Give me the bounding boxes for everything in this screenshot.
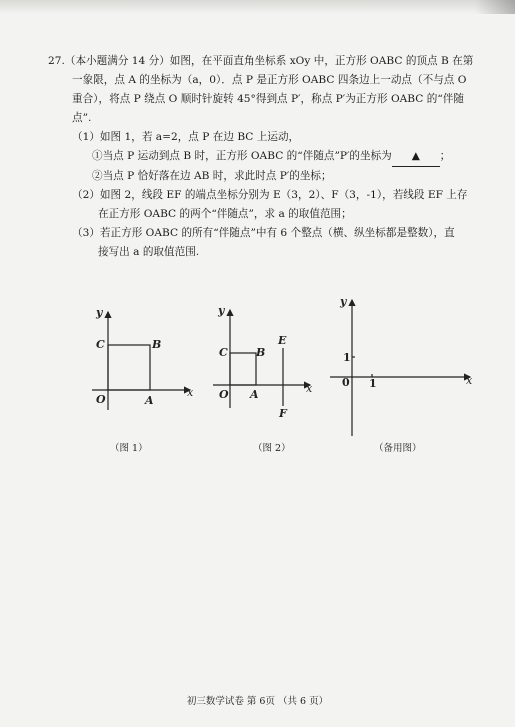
figure-3 <box>330 300 470 436</box>
fig1-label-b: B <box>152 338 162 351</box>
part3-line-1: （3）若正方形 OABC 的所有“伴随点”中有 6 个整点（横、纵坐标都是整数），直 <box>72 227 455 239</box>
part1-a-text: ①当点 P 运动到点 B 时，正方形 OABC 的“伴随点”P′的坐标为 <box>92 150 392 162</box>
fig1-label-a: A <box>145 394 154 407</box>
fig1-label-y: y <box>96 306 103 319</box>
fig2-label-a: A <box>250 388 259 401</box>
fig3-label-y: y <box>340 295 347 308</box>
fig1-label-x: x <box>187 386 194 399</box>
fig2-square <box>230 353 256 385</box>
fig3-label-origin: 0 <box>342 376 350 389</box>
fig3-caption: （备用图） <box>374 443 422 454</box>
page-footer: 初三数学试卷 第 6页 （共 6 页） <box>186 696 329 707</box>
answer-blank: ▲ <box>392 147 440 167</box>
fig3-label-x: x <box>466 374 473 387</box>
part2-line-1: （2）如图 2，线段 EF 的端点坐标分别为 E（3，2）、F（3，-1），若线段 EF 上存 <box>72 189 468 201</box>
part1-a <box>48 147 488 167</box>
fig2-label-e: E <box>278 334 287 347</box>
part2-line-2: 在正方形 OABC 的两个“伴随点”，求 a 的取值范围； <box>98 208 352 220</box>
fig3-label-one-x: 1 <box>369 377 377 390</box>
question-line-2: 一象限，点 A 的坐标为（a，0）．点 P 是正方形 OABC 四条边上一动点（不与点 O <box>72 74 467 86</box>
part3-line-2: 接写出 a 的取值范围. <box>98 246 200 258</box>
fig2-label-c: C <box>219 346 228 359</box>
question-27 <box>48 52 488 262</box>
fig2-label-x: x <box>306 382 313 395</box>
fig1-square <box>108 345 150 390</box>
paper-top-edge <box>0 0 515 14</box>
part1-a-end: ； <box>439 150 451 162</box>
fig2-label-y: y <box>218 304 225 317</box>
part1-b: ②当点 P 恰好落在边 AB 时，求此时点 P′的坐标； <box>92 170 332 182</box>
question-line-1: 27.（本小题满分 14 分）如图，在平面直角坐标系 xOy 中，正方形 OABC 的顶点 B 在第 <box>48 55 474 67</box>
fig3-label-one-y: 1 <box>343 351 351 364</box>
fig2-caption: （图 2） <box>253 443 291 454</box>
fig1-label-o: O <box>96 393 106 406</box>
fig2-label-f: F <box>279 407 287 420</box>
fig1-caption: （图 1） <box>110 443 148 454</box>
fig2-label-o: O <box>219 388 229 401</box>
fig2-label-b: B <box>256 346 266 359</box>
fig1-label-c: C <box>96 338 105 351</box>
paper-corner-shadow <box>475 0 515 14</box>
figure-1 <box>92 312 190 410</box>
part1-intro: （1）如图 1，若 a=2，点 P 在边 BC 上运动， <box>72 131 300 143</box>
question-line-4: 点”. <box>72 112 92 124</box>
question-line-3: 重合），将点 P 绕点 O 顺时针旋转 45°得到点 P′，称点 P′为正方形 OABC 的“伴随 <box>72 93 464 105</box>
